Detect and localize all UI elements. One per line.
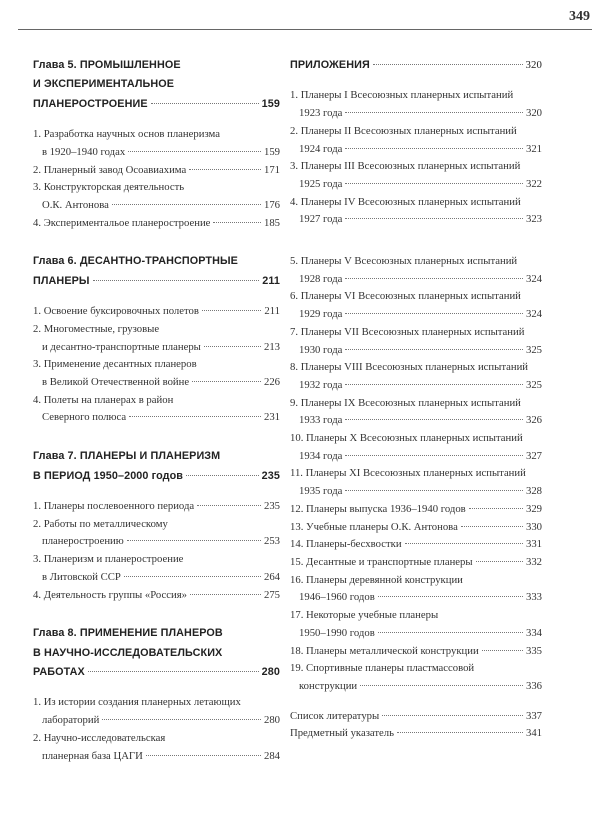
page-ref: 211 xyxy=(262,274,280,287)
entry-title-line: Северного полюса xyxy=(42,411,127,424)
toc-entry[interactable] xyxy=(290,607,542,642)
entry-title-line: в Великой Отечественной войне xyxy=(42,376,190,389)
entry-title-line: 2. Многоместные, грузовые xyxy=(33,322,160,335)
entry-title-line: 6. Планеры VI Всесоюзных планерных испытаний xyxy=(290,290,521,303)
toc-entry[interactable] xyxy=(33,126,280,161)
toc-entry[interactable] xyxy=(290,395,542,430)
entry-title-line: 1928 года xyxy=(299,272,343,285)
entry-title-line: 1950–1990 годов xyxy=(299,626,375,639)
entry-title-line: 13. Учебные планеры О.К. Антонова xyxy=(290,520,458,533)
entry-title-line: 2. Планерный завод Осоавиахима xyxy=(33,163,187,176)
page-ref: 176 xyxy=(263,199,280,212)
leader-dots xyxy=(378,596,523,597)
toc-entry[interactable] xyxy=(290,536,542,554)
leader-dots xyxy=(397,732,523,733)
page-ref: 325 xyxy=(525,343,542,356)
entry-title-line: 15. Десантные и транспортные планеры xyxy=(290,555,473,568)
chapter-7-heading[interactable] xyxy=(33,447,280,486)
entry-title-line: 7. Планеры VII Всесоюзных планерных испытаний xyxy=(290,325,525,338)
entry-title-line: 1930 года xyxy=(299,343,343,356)
page-ref: 337 xyxy=(525,709,542,722)
leader-dots xyxy=(93,280,260,281)
page-ref: 253 xyxy=(263,535,280,548)
entry-title-line: 4. Деятельность группы «Россия» xyxy=(33,588,187,601)
appendices-title: ПРИЛОЖЕНИЯ xyxy=(290,59,370,71)
toc-entry[interactable] xyxy=(33,694,280,729)
entry-title-line: 8. Планеры VIII Всесоюзных планерных испытаний xyxy=(290,361,529,374)
page-ref: 336 xyxy=(525,679,542,692)
page-ref: 284 xyxy=(263,749,280,762)
leader-dots xyxy=(129,416,261,417)
toc-entry[interactable] xyxy=(290,324,542,359)
chapter-title-line: РАБОТАХ xyxy=(33,666,85,679)
page-ref: 226 xyxy=(263,376,280,389)
entry-title-line: 19. Спортивные планеры пластмассовой xyxy=(290,662,475,675)
leader-dots xyxy=(345,384,523,385)
leader-dots xyxy=(345,419,523,420)
leader-dots xyxy=(204,346,261,347)
entry-title-line: в 1920–1940 годах xyxy=(42,145,126,158)
leader-dots xyxy=(382,715,523,716)
entry-title-line: 1925 года xyxy=(299,177,343,190)
page-ref: 280 xyxy=(261,666,280,679)
entry-title-line: 2. Научно-исследовательская xyxy=(33,731,166,744)
entry-title-line: Предметный указатель xyxy=(290,727,394,740)
chapter-title-line: ПЛАНЕРЫ xyxy=(33,274,90,287)
appendices-heading[interactable] xyxy=(290,56,542,75)
toc-entry[interactable] xyxy=(290,253,542,288)
leader-dots xyxy=(360,685,523,686)
toc-entry[interactable] xyxy=(33,303,280,321)
leader-dots xyxy=(124,576,261,577)
leader-dots xyxy=(345,183,523,184)
leader-dots xyxy=(378,632,523,633)
toc-entry[interactable] xyxy=(33,730,280,765)
entry-title-line: планеростроению xyxy=(42,535,124,548)
toc-entry[interactable] xyxy=(33,392,280,427)
chapter-title-line: Глава 8. ПРИМЕНЕНИЕ ПЛАНЕРОВ xyxy=(33,627,223,640)
leader-dots xyxy=(345,313,523,314)
toc-entry[interactable] xyxy=(290,123,542,158)
toc-entry[interactable] xyxy=(290,359,542,394)
page-ref: 324 xyxy=(525,272,542,285)
leader-dots xyxy=(151,103,259,104)
entry-title-line: 10. Планеры X Всесоюзных планерных испытаний xyxy=(290,432,523,445)
entry-title-line: лабораторий xyxy=(42,714,100,727)
entry-title-line: Список литературы xyxy=(290,709,380,722)
entry-title-line: 2. Работы по металлическому xyxy=(33,517,168,530)
entry-title-line: 1932 года xyxy=(299,378,343,391)
entry-title-line: 11. Планеры XI Всесоюзных планерных испытаний xyxy=(290,467,526,480)
toc-entry-bibliography[interactable] xyxy=(290,708,542,726)
leader-dots xyxy=(190,594,261,595)
leader-dots xyxy=(202,310,261,311)
chapter-title-line: В НАУЧНО-ИССЛЕДОВАТЕЛЬСКИХ xyxy=(33,646,223,659)
leader-dots xyxy=(102,719,261,720)
entry-title-line: 5. Планеры V Всесоюзных планерных испытаний xyxy=(290,255,518,268)
entry-title-line: 12. Планеры выпуска 1936–1940 годов xyxy=(290,502,466,515)
chapter-title-line: И ЭКСПЕРИМЕНТАЛЬНОЕ xyxy=(33,78,175,91)
page-ref: 326 xyxy=(525,414,542,427)
toc-entry[interactable] xyxy=(33,321,280,356)
toc-entry-subject-index[interactable] xyxy=(290,725,542,743)
entry-title-line: 9. Планеры IX Всесоюзных планерных испытаний xyxy=(290,396,521,409)
toc-entry[interactable] xyxy=(290,660,542,695)
leader-dots xyxy=(482,650,523,651)
page-ref: 235 xyxy=(261,469,280,482)
entry-title-line: 14. Планеры-бесхвостки xyxy=(290,538,402,551)
page-ref: 320 xyxy=(525,107,542,120)
entry-title-line: 1924 года xyxy=(299,142,343,155)
toc-entry[interactable] xyxy=(290,554,542,572)
entry-title-line: 3. Планеризм и планеростроение xyxy=(33,553,184,566)
chapter-title-line: В ПЕРИОД 1950–2000 годов xyxy=(33,469,184,482)
toc-entry[interactable] xyxy=(33,551,280,586)
page-ref: 335 xyxy=(525,644,542,657)
page-ref: 159 xyxy=(261,97,280,110)
chapter-title-line: ПЛАНЕРОСТРОЕНИЕ xyxy=(33,97,148,110)
toc-entry[interactable] xyxy=(290,572,542,607)
leader-dots xyxy=(127,540,261,541)
toc-entry[interactable] xyxy=(290,465,542,500)
leader-dots xyxy=(112,204,261,205)
page-ref: 159 xyxy=(263,145,280,158)
page-ref: 334 xyxy=(525,626,542,639)
entry-title-line: 1923 года xyxy=(299,107,343,120)
entry-title-line: 1927 года xyxy=(299,213,343,226)
toc-entry[interactable] xyxy=(33,215,280,233)
toc-entry[interactable] xyxy=(33,516,280,551)
toc-entry[interactable] xyxy=(290,430,542,465)
entry-title-line: 3. Планеры III Всесоюзных планерных испытаний xyxy=(290,160,521,173)
page-ref: 275 xyxy=(263,588,280,601)
toc-entry[interactable] xyxy=(290,194,542,229)
leader-dots xyxy=(345,148,523,149)
page-ref: 185 xyxy=(263,216,280,229)
page-ref: 327 xyxy=(525,449,542,462)
entry-title-line: и десантно-транспортные планеры xyxy=(42,340,201,353)
leader-dots xyxy=(192,381,261,382)
leader-dots xyxy=(476,561,523,562)
leader-dots xyxy=(373,64,523,65)
toc-entry[interactable] xyxy=(33,162,280,180)
entry-title-line: 1934 года xyxy=(299,449,343,462)
leader-dots xyxy=(345,349,523,350)
chapter-6-heading[interactable] xyxy=(33,252,280,291)
page-ref: 324 xyxy=(525,308,542,321)
toc-entry[interactable] xyxy=(33,498,280,516)
header-rule xyxy=(18,29,592,30)
leader-dots xyxy=(345,455,523,456)
entry-title-line: 16. Планеры деревянной конструкции xyxy=(290,573,463,586)
page-ref: 213 xyxy=(263,340,280,353)
entry-title-line: 1933 года xyxy=(299,414,343,427)
toc-entry[interactable] xyxy=(290,87,542,122)
leader-dots xyxy=(213,222,261,223)
chapter-8-heading[interactable] xyxy=(33,624,280,682)
toc-entry[interactable] xyxy=(290,643,542,661)
entry-title-line: 1. Из истории создания планерных летающих xyxy=(33,696,241,709)
entry-title-line: конструкции xyxy=(299,679,358,692)
page-ref: 331 xyxy=(525,538,542,551)
leader-dots xyxy=(128,151,261,152)
toc-entry[interactable] xyxy=(33,587,280,605)
page-ref: 332 xyxy=(525,555,542,568)
entry-title-line: О.К. Антонова xyxy=(42,199,109,212)
leader-dots xyxy=(146,755,261,756)
page-ref: 171 xyxy=(263,163,280,176)
chapter-title-line: Глава 5. ПРОМЫШЛЕННОЕ xyxy=(33,59,181,71)
entry-title-line: 4. Полеты на планерах в район xyxy=(33,393,174,406)
entry-title-line: 1. Разработка научных основ планеризма xyxy=(33,128,220,141)
entry-title-line: 3. Применение десантных планеров xyxy=(33,358,197,371)
page-ref: 328 xyxy=(525,485,542,498)
toc-entry[interactable] xyxy=(290,158,542,193)
chapter-title-line: Глава 6. ДЕСАНТНО-ТРАНСПОРТНЫЕ xyxy=(33,255,238,268)
entry-title-line: 4. Планеры IV Всесоюзных планерных испытаний xyxy=(290,195,521,208)
entry-title-line: 3. Конструкторская деятельность xyxy=(33,181,185,194)
page-ref: 321 xyxy=(525,142,542,155)
page-ref: 341 xyxy=(525,727,542,740)
toc-entry[interactable] xyxy=(290,288,542,323)
entry-title-line: 4. Экспериментальое планеростроение xyxy=(33,216,211,229)
toc-entry[interactable] xyxy=(290,501,542,519)
leader-dots xyxy=(186,475,259,476)
page-ref: 325 xyxy=(525,378,542,391)
chapter-5-heading[interactable] xyxy=(33,56,280,114)
leader-dots xyxy=(88,671,259,672)
toc-entry[interactable] xyxy=(290,519,542,537)
page-ref: 322 xyxy=(525,177,542,190)
page-ref: 323 xyxy=(525,213,542,226)
page-ref: 333 xyxy=(525,591,542,604)
page-number: 349 xyxy=(569,9,590,24)
chapter-title-line: Глава 7. ПЛАНЕРЫ И ПЛАНЕРИЗМ xyxy=(33,450,221,463)
entry-title-line: 1929 года xyxy=(299,308,343,321)
leader-dots xyxy=(345,490,523,491)
page-ref: 264 xyxy=(263,570,280,583)
entry-title-line: 18. Планеры металлической конструкции xyxy=(290,644,479,657)
leader-dots xyxy=(469,508,523,509)
leader-dots xyxy=(197,505,261,506)
entry-title-line: планерная база ЦАГИ xyxy=(42,749,143,762)
leader-dots xyxy=(405,543,523,544)
leader-dots xyxy=(345,112,523,113)
leader-dots xyxy=(461,526,523,527)
page-ref: 320 xyxy=(525,59,542,71)
entry-title-line: 1. Освоение буксировочных полетов xyxy=(33,305,199,318)
toc-entry[interactable] xyxy=(33,179,280,214)
leader-dots xyxy=(189,169,261,170)
entry-title-line: 1935 года xyxy=(299,485,343,498)
page-ref: 280 xyxy=(263,714,280,727)
page-ref: 235 xyxy=(263,499,280,512)
page-ref: 329 xyxy=(525,502,542,515)
leader-dots xyxy=(345,278,523,279)
entry-title-line: 1946–1960 годов xyxy=(299,591,375,604)
toc-entry[interactable] xyxy=(33,356,280,391)
page-ref: 330 xyxy=(525,520,542,533)
page-ref: 211 xyxy=(264,305,280,318)
toc-right-column xyxy=(290,56,542,743)
toc-left-column xyxy=(33,56,280,765)
entry-title-line: 17. Некоторые учебные планеры xyxy=(290,609,439,622)
entry-title-line: 2. Планеры II Всесоюзных планерных испытаний xyxy=(290,124,517,137)
entry-title-line: в Литовской ССР xyxy=(42,570,121,583)
entry-title-line: 1. Планеры послевоенного периода xyxy=(33,499,195,512)
page-ref: 231 xyxy=(263,411,280,424)
entry-title-line: 1. Планеры I Всесоюзных планерных испытаний xyxy=(290,89,514,102)
leader-dots xyxy=(345,218,523,219)
